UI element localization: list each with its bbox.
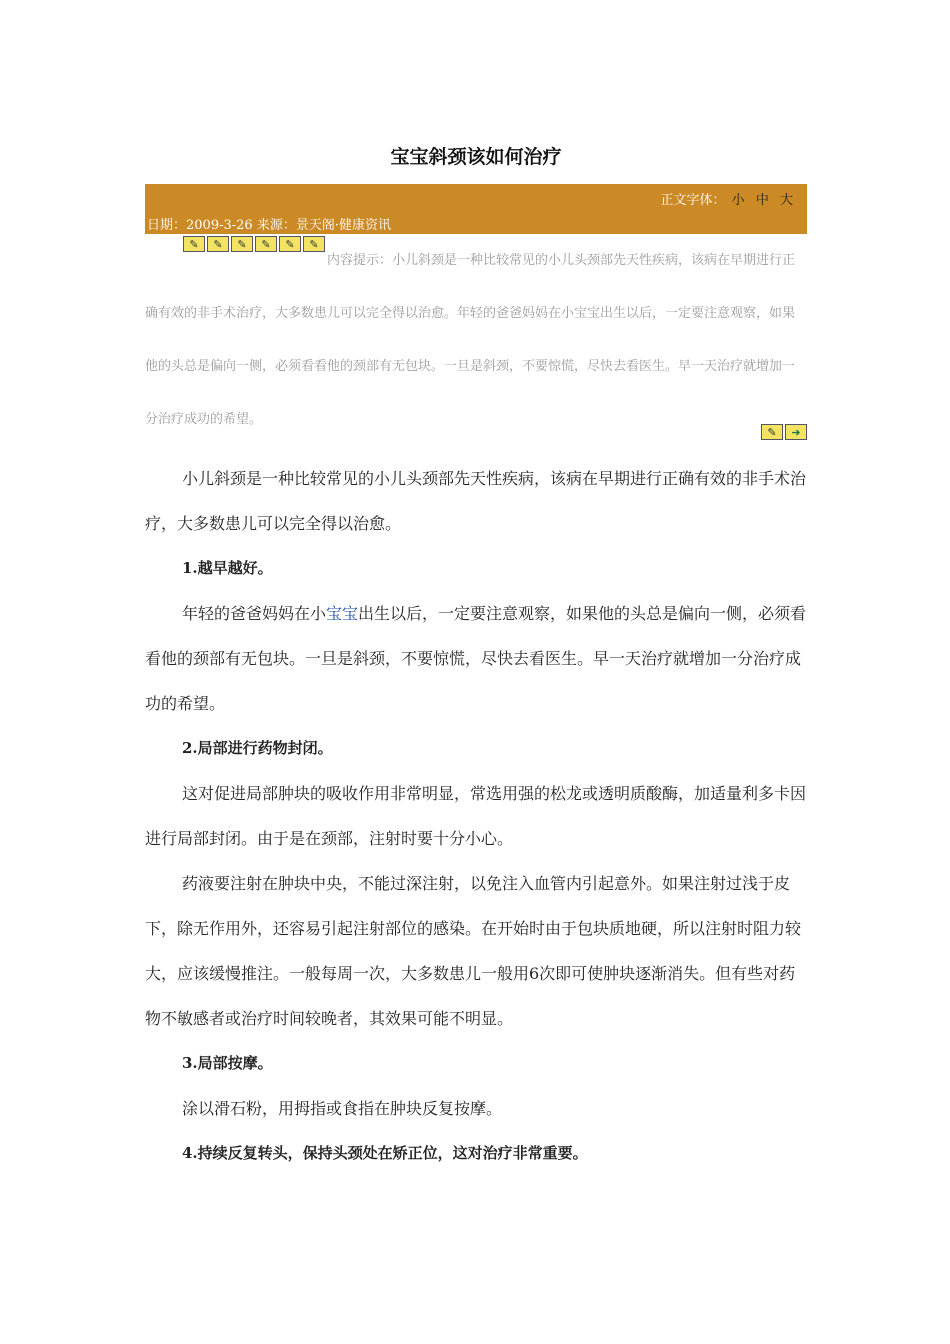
- section-1-text-pre: 年轻的爸爸妈妈在小: [182, 604, 327, 623]
- section-3-paragraph: 涂以滑石粉，用拇指或食指在肿块反复按摩。: [182, 1099, 503, 1118]
- section-1-text-post: 出生以后，一定要注意观察，如果他的头总是偏向一侧，必须看看他的颈部有无包块。一旦是斜颈，不要惊慌，尽快去看医生。早一天治疗就增加一分治疗成功的希望。: [145, 604, 807, 713]
- scroll-icon: ✎: [279, 236, 301, 252]
- arrow-icon[interactable]: ➜: [785, 424, 807, 440]
- scroll-icon: ✎: [303, 236, 325, 252]
- article-meta: 日期：2009-3-26 来源：景天阁·健康资讯: [147, 218, 391, 233]
- font-size-label: 正文字体：: [660, 193, 726, 208]
- section-2-paragraph-2: 药液要注射在肿块中央，不能过深注射，以免注入血管内引起意外。如果注射过浅于皮下，除无作用外，还容易引起注射部位的感染。在开始时由于包块质地硬，所以注射时阻力较大，应该缓慢推注。一般每周一次，大多数患儿一般用6次即可使肿块逐渐消失。但有些对药物不敏感者或治疗时间较晚者，其效果可能不明显。: [145, 874, 802, 1028]
- font-size-large-link[interactable]: 大: [779, 193, 793, 208]
- rating-icons: [183, 236, 327, 252]
- meta-bar: [145, 208, 807, 234]
- baby-link[interactable]: 宝宝: [326, 604, 359, 623]
- section-2-paragraph-1: 这对促进局部肿块的吸收作用非常明显，常选用强的松龙或透明质酸酶，加适量利多卡因进行局部封闭。由于是在颈部，注射时要十分小心。: [145, 784, 807, 848]
- scroll-icon: ✎: [207, 236, 229, 252]
- section-heading-2: 2.局部进行药物封闭。: [182, 739, 333, 757]
- section-heading-4: 4.持续反复转头，保持头颈处在矫正位，这对治疗非常重要。: [182, 1144, 588, 1162]
- font-size-bar: [145, 184, 807, 208]
- nav-icons: [759, 424, 807, 440]
- intro-paragraph: 小儿斜颈是一种比较常见的小儿头颈部先天性疾病，该病在早期进行正确有效的非手术治疗，大多数患儿可以完全得以治愈。: [145, 469, 807, 533]
- scroll-icon: ✎: [183, 236, 205, 252]
- scroll-icon[interactable]: ✎: [761, 424, 783, 440]
- page-title: 宝宝斜颈该如何治疗: [390, 146, 562, 168]
- summary-text: 内容提示：小儿斜颈是一种比较常见的小儿头颈部先天性疾病，该病在早期进行正确有效的非手术治疗，大多数患儿可以完全得以治愈。年轻的爸爸妈妈在小宝宝出生以后，一定要注意观察，如果他的头总是偏向一侧，必须看看他的颈部有无包块。一旦是斜颈，不要惊慌，尽快去看医生。早一天治疗就增加一分治疗成功的希望。: [145, 253, 796, 427]
- section-1-paragraph: [145, 591, 807, 726]
- font-size-selector: [661, 189, 793, 208]
- font-size-medium-link[interactable]: 中: [755, 193, 769, 208]
- scroll-icon: ✎: [255, 236, 277, 252]
- scroll-icon: ✎: [231, 236, 253, 252]
- section-heading-1: 1.越早越好。: [182, 559, 273, 577]
- section-heading-3: 3.局部按摩。: [182, 1054, 273, 1072]
- font-size-small-link[interactable]: 小: [731, 193, 745, 208]
- article-body: [145, 456, 807, 1176]
- content-summary: [145, 234, 807, 446]
